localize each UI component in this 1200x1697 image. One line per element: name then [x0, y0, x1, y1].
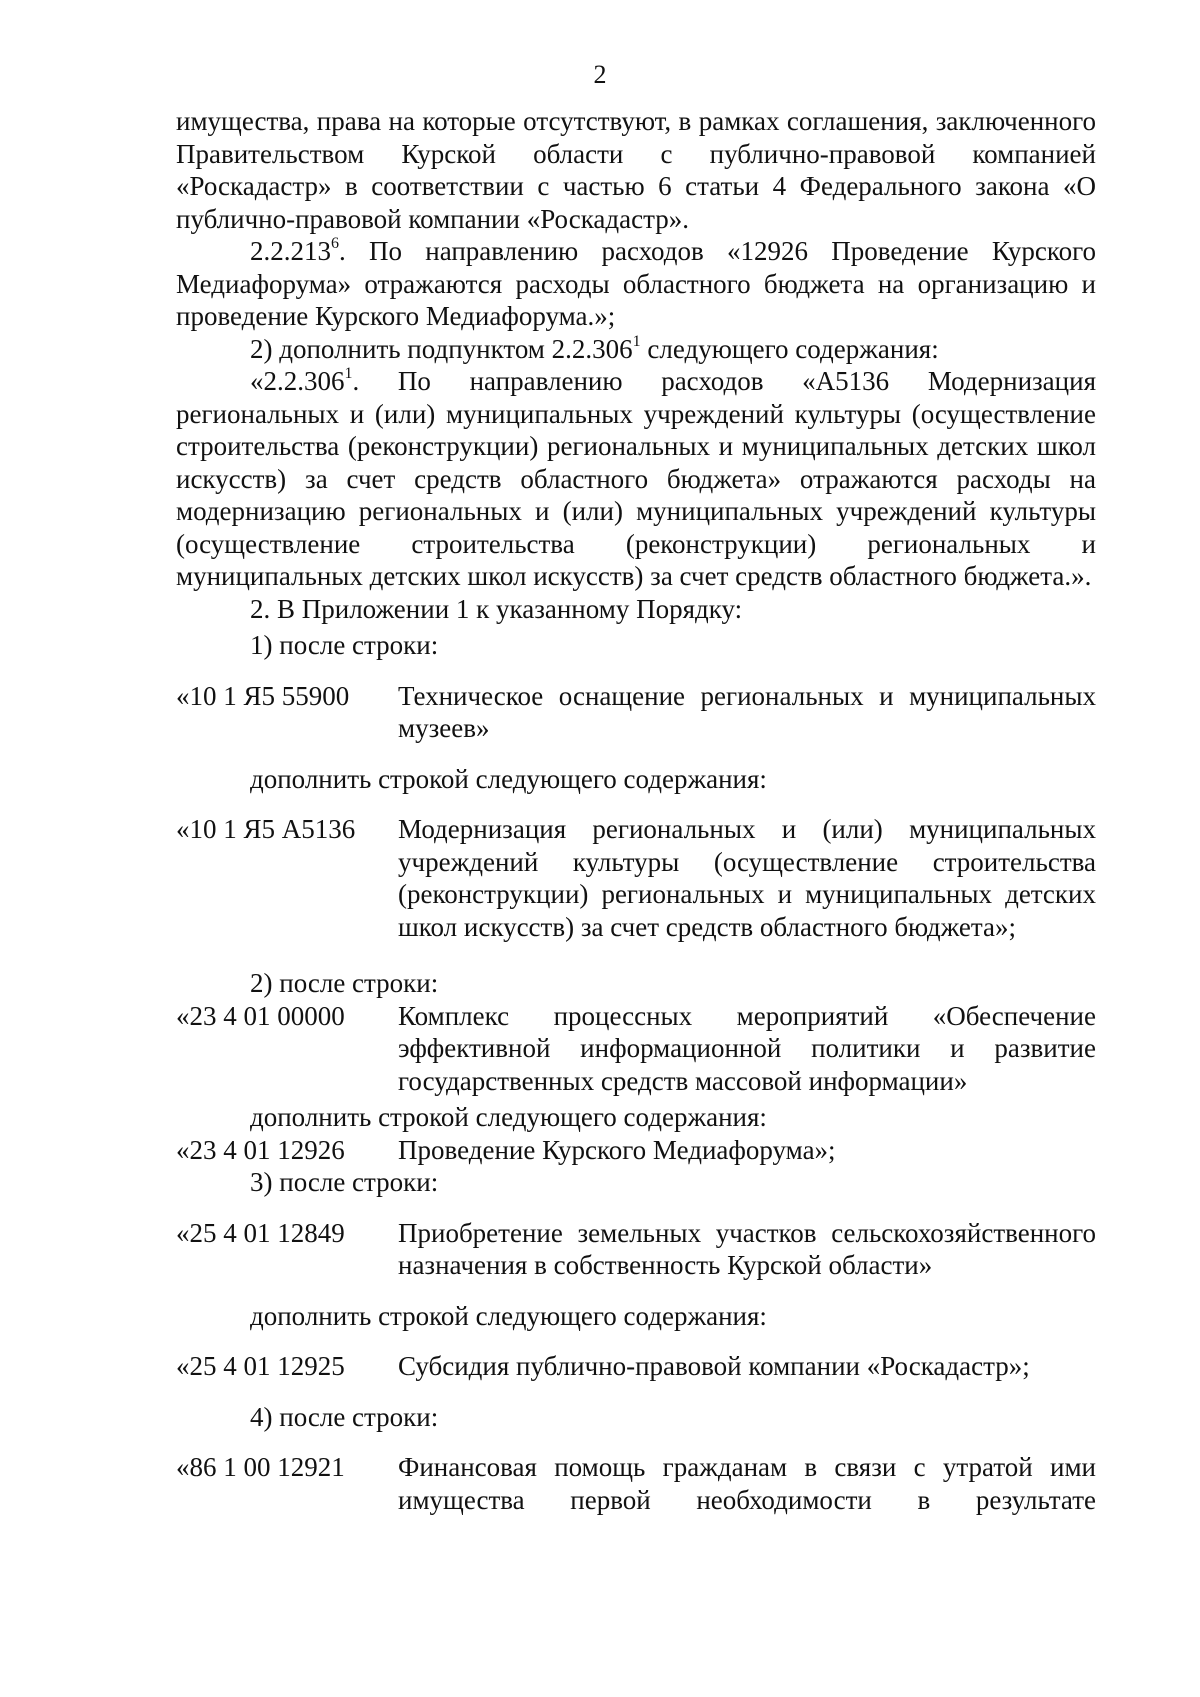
budget-code: «23 4 01 00000 — [176, 1000, 345, 1031]
paragraph-supplement: дополнить строкой следующего содержания: — [250, 1300, 767, 1331]
paragraph-continuation: имущества, права на которые отсутствуют, в рамках соглашения, заключенного Правительством Курской области с публично-правовой компанией «Роскадастр» в соответствии с частью 6 статьи 4 Федерального закона «О публично-правовой компании «Роскадастр». — [176, 106, 1096, 234]
budget-code-description: Субсидия публично-правовой компании «Роскадастр»; — [398, 1351, 1030, 1381]
budget-code-description: Финансовая помощь гражданам в связи с утратой ими имущества первой необходимости в результате — [398, 1452, 1096, 1515]
budget-code-description: Проведение Курского Медиафорума»; — [398, 1134, 836, 1165]
budget-code-description: Приобретение земельных участков сельскохозяйственного назначения в собственность Курской области» — [398, 1217, 1096, 1280]
budget-code: «23 4 01 12926 — [176, 1134, 345, 1165]
clause-text: . По направлению расходов «A5136 Модернизация региональных и (или) муниципальных учреждений культуры (осуществление строительства (реконструкции) региональных и муниципальных детских школ искусств) за счет средств областного бюджета» отражаются расходы на модернизацию региональных и (или) муниципальных учреждений культуры (осуществление строительства (реконструкции) региональных и муниципальных детских школ искусств) за счет средств областного бюджета.». — [176, 366, 1096, 591]
clause-superscript: 1 — [632, 332, 641, 350]
code-row — [176, 1217, 1096, 1282]
amendment-text-end: следующего содержания: — [640, 333, 939, 364]
clause-superscript: 6 — [331, 235, 339, 252]
paragraph-item-3: 3) после строки: — [250, 1167, 439, 1197]
paragraph-item-2: 2) после строки: — [250, 968, 439, 998]
paragraph-item-4: 4) после строки: — [250, 1401, 439, 1432]
clause-superscript: 1 — [344, 365, 353, 382]
paragraph-supplement: дополнить строкой следующего содержания: — [250, 763, 767, 794]
paragraph-amendment-2 — [176, 333, 1096, 366]
paragraph-2-2-213 — [176, 235, 1096, 333]
code-row — [176, 1451, 1096, 1516]
budget-code: «25 4 01 12849 — [176, 1217, 345, 1248]
code-row — [176, 1000, 1096, 1098]
clause-number: «2.2.306 — [250, 366, 345, 396]
budget-code-description: Комплекс процессных мероприятий «Обеспечение эффективной информационной политики и развитие государственных средств массовой информации» — [398, 1000, 1096, 1096]
code-row — [176, 813, 1096, 943]
page-number: 2 — [593, 60, 607, 89]
budget-code-description: Модернизация региональных и (или) муниципальных учреждений культуры (осуществление строительства (реконструкции) региональных и муниципальных детских школ искусств) за счет средств областного бюджета»; — [398, 814, 1096, 942]
budget-code-description: Техническое оснащение региональных и муниципальных музеев» — [398, 680, 1096, 743]
code-row — [176, 1350, 1096, 1383]
paragraph-item-1: 1) после строки: — [250, 630, 439, 660]
code-row — [176, 680, 1096, 745]
budget-code: «10 1 Я5 A5136 — [176, 814, 356, 844]
budget-code: «25 4 01 12925 — [176, 1351, 345, 1381]
amendment-text: 2) дополнить подпунктом 2.2.306 — [250, 333, 633, 364]
clause-text: . По направлению расходов «12926 Проведение Курского Медиафорума» отражаются расходы областного бюджета на организацию и проведение Курского Медиафорума.»; — [176, 236, 1096, 331]
clause-number: 2.2.213 — [250, 236, 331, 266]
document-body — [176, 105, 1096, 1516]
paragraph-appendix-1: 2. В Приложении 1 к указанному Порядку: — [250, 593, 743, 624]
budget-code: «10 1 Я5 55900 — [176, 680, 350, 711]
paragraph-2-2-306 — [176, 365, 1096, 593]
budget-code: «86 1 00 12921 — [176, 1452, 345, 1482]
paragraph-supplement: дополнить строкой следующего содержания: — [250, 1102, 767, 1132]
code-row — [176, 1134, 1096, 1167]
